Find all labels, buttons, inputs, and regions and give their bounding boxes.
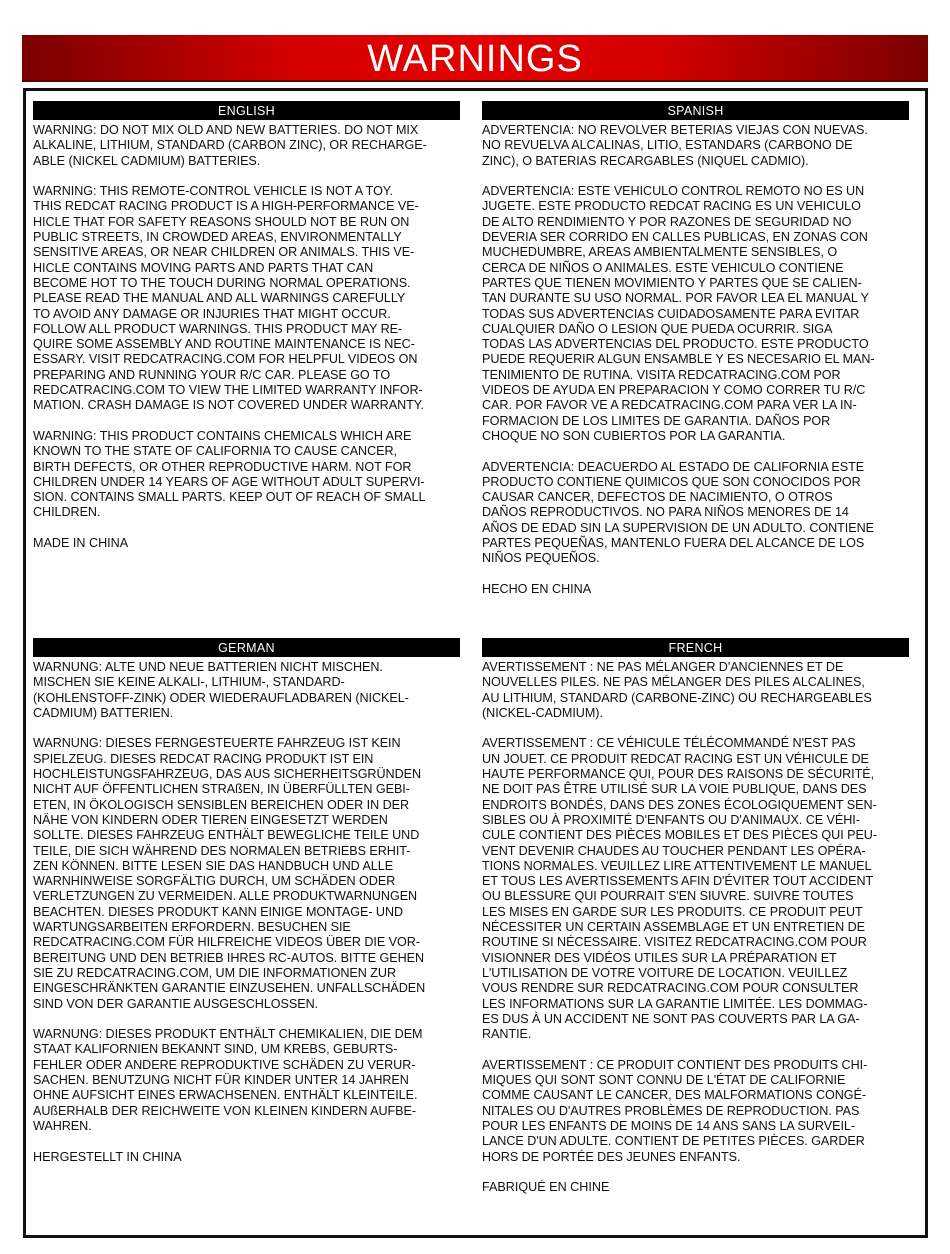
section-heading-english: ENGLISH: [33, 101, 460, 120]
section-english: [33, 101, 460, 551]
english-vehicle-warning: WARNING: THIS REMOTE-CONTROL VEHICLE IS NOT A TOY. THIS REDCAT RACING PRODUCT IS A HIGH-PERFORMANCE VE- HICLE THAT FOR SAFETY REASONS SHOULD NOT BE RUN ON PUBLIC STREETS, IN CROWDED AREAS, ENVIRONMENTALLY SENSITIVE AREAS, OR NEAR CHILDREN OR ANIMALS. THIS VE- HICLE CONTAINS MOVING PARTS AND PARTS THAT CAN BECOME HOT TO THE TOUCH DURING NORMAL OPERATIONS. PLEASE READ THE MANUAL AND ALL WARNINGS CAREFULLY TO AVOID ANY DAMAGE OR INJURIES THAT MIGHT OCCUR. FOLLOW ALL PRODUCT WARNINGS. THIS PRODUCT MAY RE- QUIRE SOME ASSEMBLY AND ROUTINE MAINTENANCE IS NEC- ESSARY. VISIT REDCATRACING.COM FOR HELPFUL VIDEOS ON PREPARING AND RUNNING YOUR R/C CAR. PLEASE GO TO REDCATRACING.COM TO VIEW THE LIMITED WARRANTY INFOR- MATION. CRASH DAMAGE IS NOT COVERED UNDER WARRANTY.: [33, 184, 424, 413]
warnings-banner: [22, 35, 928, 82]
spanish-made-in: HECHO EN CHINA: [482, 581, 592, 596]
page-title: WARNINGS: [367, 37, 583, 80]
section-german: [33, 638, 460, 1165]
section-heading-spanish: SPANISH: [482, 101, 909, 120]
english-chemical-warning: WARNING: THIS PRODUCT CONTAINS CHEMICALS WHICH ARE KNOWN TO THE STATE OF CALIFORNIA TO CAUSE CANCER, BIRTH DEFECTS, OR OTHER REPRODUCTIVE HARM. NOT FOR CHILDREN UNDER 14 YEARS OF AGE WITHOUT ADULT SUPERVI- SION. CONTAINS SMALL PARTS. KEEP OUT OF REACH OF SMALL CHILDREN.: [33, 428, 426, 520]
spanish-battery-warning: ADVERTENCIA: NO REVOLVER BETERIAS VIEJAS CON NUEVAS. NO REVUELVA ALCALINAS, LITIO, ESTANDARS (CARBONO DE ZINC), O BATERIAS RECARGABLES (NIQUEL CADMIO).: [482, 123, 868, 168]
french-vehicle-warning: AVERTISSEMENT : CE VÉHICULE TÉLÉCOMMANDÉ N'EST PAS UN JOUET. CE PRODUIT REDCAT RACING EST UN VÉHICULE DE HAUTE PERFORMANCE QUI, POUR DES RAISONS DE SÉCURITÉ, NE DOIT PAS ÊTRE UTILISÉ SUR LA VOIE PUBLIQUE, DANS DES ENDROITS BONDÉS, DANS DES ZONES ÉCOLOGIQUEMENT SEN- SIBLES OU À PROXIMITÉ D'ENFANTS OU D'ANIMAUX. CE VÉHI- CULE CONTIENT DES PIÈCES MOBILES ET DES PIÈCES QUI PEU- VENT DEVENIR CHAUDES AU TOUCHER PENDANT LES OPÉRA- TIONS NORMALES. VEUILLEZ LIRE ATTENTIVEMENT LE MANUEL ET TOUS LES AVERTISSEMENTS AFIN D'ÉVITER TOUT ACCIDENT OU BLESSURE QUI POURRAIT S'EN SIUVRE. SUIVRE TOUTES LES MISES EN GARDE SUR LES PRODUITS. CE PRODUIT PEUT NÉCESSITER UN CERTAIN ASSEMBLAGE ET UN ENTRETIEN DE ROUTINE SI NÉCESSAIRE. VISITEZ REDCATRACING.COM POUR VISIONNER DES VIDÉOS UTILES SUR LA PRÉPARATION ET L'UTILISATION DE VOTRE VOITURE DE LOCATION. VEUILLEZ VOUS RENDRE SUR REDCATRACING.COM POUR CONSULTER LES INFORMATIONS SUR LA GARANTIE LIMITÉE. LES DOMMAG- ES DUS À UN ACCIDENT NE SONT PAS COUVERTS PAR LA GA- RANTIE.: [482, 736, 877, 1042]
english-made-in: MADE IN CHINA: [33, 536, 129, 551]
spanish-chemical-warning: ADVERTENCIA: DEACUERDO AL ESTADO DE CALIFORNIA ESTE PRODUCTO CONTIENE QUIMICOS QUE SON CONOCIDOS POR CAUSAR CANCER, DEFECTOS DE NACIMIENTO, O OTROS DAÑOS REPRODUCTIVOS. NO PARA NIÑOS MENORES DE 14 AÑOS DE EDAD SIN LA SUPERVISION DE UN ADULTO. CONTIENE PARTES PEQUEÑAS, MANTENLO FUERA DEL ALCANCE DE LOS NIÑOS PEQUEÑOS.: [482, 459, 874, 566]
section-spanish: [482, 101, 909, 597]
german-chemical-warning: WARNUNG: DIESES PRODUKT ENTHÄLT CHEMIKALIEN, DIE DEM STAAT KALIFORNIEN BEKANNT SIND, UM KREBS, GEBURTS- FEHLER ODER ANDERE REPRODUKTIVE SCHÄDEN ZU VERUR- SACHEN. BENUTZUNG NICHT FÜR KINDER UNTER 14 JAHREN OHNE AUFSICHT EINES ERWACHSENEN. ENTHÄLT KLEINTEILE. AUßERHALB DER REICHWEITE VON KLEINEN KINDERN AUFBE- WAHREN.: [33, 1027, 423, 1133]
english-battery-warning: WARNING: DO NOT MIX OLD AND NEW BATTERIES. DO NOT MIX ALKALINE, LITHIUM, STANDARD (CARBON ZINC), OR RECHARGE- ABLE (NICKEL CADMIUM) BATTERIES.: [33, 123, 427, 168]
french-chemical-warning: AVERTISSEMENT : CE PRODUIT CONTIENT DES PRODUITS CHI- MIQUES QUI SONT SONT CONNU DE L'ÉTAT DE CALIFORNIE COMME CAUSANT LE CANCER, DES MALFORMATIONS CONGÉ- NITALES OU D'AUTRES PROBLÈMES DE REPRODUCTION. PAS POUR LES ENFANTS DE MOINS DE 14 ANS SANS LA SURVEIL- LANCE D'UN ADULTE. CONTIENT DE PETITES PIÈCES. GARDER HORS DE PORTÉE DES JEUNES ENFANTS.: [482, 1057, 868, 1164]
german-vehicle-warning: WARNUNG: DIESES FERNGESTEUERTE FAHRZEUG IST KEIN SPIELZEUG. DIESES REDCAT RACING PRODUKT IST EIN HOCHLEISTUNGSFAHRZEUG, DAS AUS SICHERHEITSGRÜNDEN NICHT AUF ÖFFENTLICHEN STRAßEN, IN ÜBERFÜLLTEN GEBI- ETEN, IN ÖKOLOGISCH SENSIBLEN BEREICHEN ODER IN DER NÄHE VON KINDERN ODER TIEREN EINGESETZT WERDEN SOLLTE. DIESES FAHRZEUG ENTHÄLT BEWEGLICHE TEILE UND TEILE, DIE SICH WÄHREND DES NORMALEN BETRIEBS ERHIT- ZEN KÖNNEN. BITTE LESEN SIE DAS HANDBUCH UND ALLE WARNHINWEISE SORGFÄLTIG DURCH, UM SCHÄDEN ODER VERLETZUNGEN ZU VERMEIDEN. ALLE PRODUKTWARNUNGEN BEACHTEN. DIESES PRODUKT KANN EINIGE MONTAGE- UND WARTUNGSARBEITEN ERFORDERN. BESUCHEN SIE REDCATRACING.COM FÜR HILFREICHE VIDEOS ÜBER DIE VOR- BEREITUNG UND DEN BETRIEB IHRES RC-AUTOS. BITTE GEHEN SIE ZU REDCATRACING.COM, UM DIE INFORMATIONEN ZUR EINGESCHRÄNKTEN GARANTIE EINZUSEHEN. UNFALLSCHÄDEN SIND VON DER GARANTIE AUSGESCHLOSSEN.: [33, 736, 426, 1011]
german-battery-warning: WARNUNG: ALTE UND NEUE BATTERIEN NICHT MISCHEN. MISCHEN SIE KEINE ALKALI-, LITHIUM-, STANDARD- (KOHLENSTOFF-ZINK) ODER WIEDERAUFLADBAREN (NICKEL- CADMIUM) BATTERIEN.: [33, 660, 409, 720]
spanish-vehicle-warning: ADVERTENCIA: ESTE VEHICULO CONTROL REMOTO NO ES UN JUGETE. ESTE PRODUCTO REDCAT RACING ES UN VEHICULO DE ALTO RENDIMIENTO Y POR RAZONES DE SEGURIDAD NO DEVERIA SER CORRIDO EN CALLES PUBLICAS, EN ZONAS CON MUCHEDUMBRE, AREAS AMBIENTALMENTE SENSIBLES, O CERCA DE NIÑOS O ANIMALES. ESTE VEHICULO CONTIENE PARTES QUE TIENEN MOVIMIENTO Y PARTES QUE SE CALIEN- TAN DURANTE SU USO NORMAL. POR FAVOR LEA EL MANUAL Y TODAS SUS ADVERTENCIAS CUIDADOSAMENTE PARA EVITAR CUALQUIER DAÑO O LESION QUE PUEDA OCURRIR. SIGA TODAS LAS ADVERTENCIAS DEL PRODUCTO. ESTE PRODUCTO PUEDE REQUERIR ALGUN ENSAMBLE Y ES NECESARIO EL MAN- TENIMIENTO DE RUTINA. VISITA REDCATRACING.COM POR VIDEOS DE AYUDA EN PREPARACION Y COMO CORRER TU R/C CAR. POR FAVOR VE A REDCATRACING.COM PARA VER LA IN- FORMACION DE LOS LIMITES DE GARANTIA. DAÑOS POR CHOQUE NO SON CUBIERTOS POR LA GARANTIA.: [482, 184, 875, 443]
section-heading-french: FRENCH: [482, 638, 909, 657]
section-heading-german: GERMAN: [33, 638, 460, 657]
french-made-in: FABRIQUÉ EN CHINE: [482, 1180, 610, 1195]
french-battery-warning: AVERTISSEMENT : NE PAS MÉLANGER D'ANCIENNES ET DE NOUVELLES PILES. NE PAS MÉLANGER DES PILES ALCALINES, AU LITHIUM, STANDARD (CARBONE-ZINC) OU RECHARGEABLES (NICKEL-CADMIUM).: [482, 660, 872, 720]
german-made-in: HERGESTELLT IN CHINA: [33, 1149, 182, 1164]
section-french: [482, 638, 909, 1195]
